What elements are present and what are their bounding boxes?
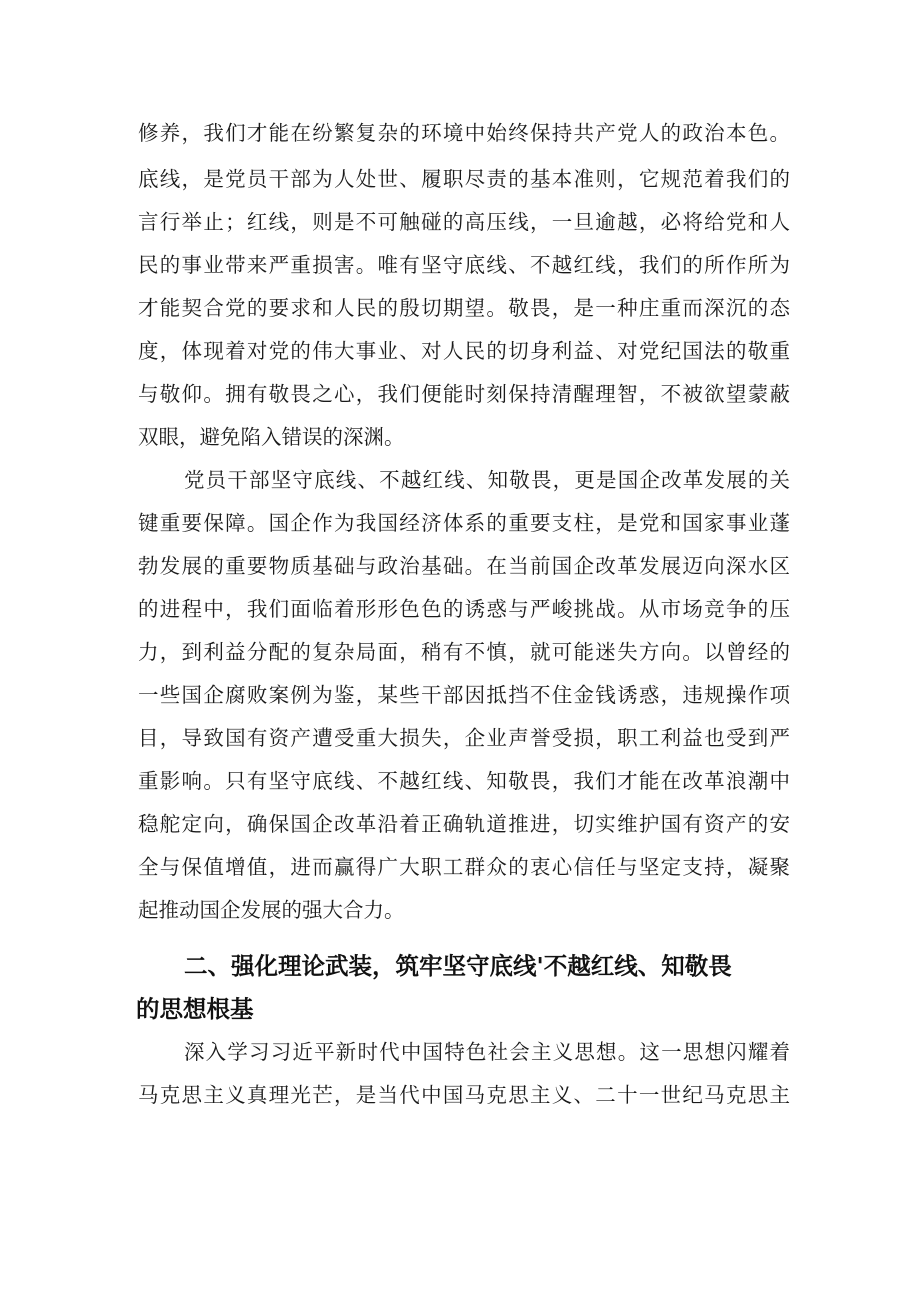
body-text-line: 重影响。只有坚守底线、不越红线、知敬畏，我们才能在改革浪潮中 <box>138 769 790 793</box>
body-text-line: 一些国企腐败案例为鉴，某些干部因抵挡不住金钱诱惑，违规操作项 <box>138 683 790 707</box>
body-text-line: 全与保值增值，进而赢得广大职工群众的衷心信任与坚定支持，凝聚 <box>138 855 790 879</box>
body-text-line: 力，到利益分配的复杂局面，稍有不慎，就可能迷失方向。以曾经的 <box>138 640 790 664</box>
body-text-line: 目，导致国有资产遭受重大损失，企业声誉受损，职工利益也受到严 <box>138 726 790 750</box>
body-text-line: 马克思主义真理光芒，是当代中国马克思主义、二十一世纪马克思主 <box>138 1083 790 1107</box>
body-text-line: 修养，我们才能在纷繁复杂的环境中始终保持共产党人的政治本色。 <box>138 121 790 145</box>
body-text-line: 键重要保障。国企作为我国经济体系的重要支柱，是党和国家事业蓬 <box>138 511 790 535</box>
body-text-line: 言行举止；红线，则是不可触碰的高压线，一旦逾越，必将给党和人 <box>138 210 790 234</box>
body-text-line: 的进程中，我们面临着形形色色的诱惑与严峻挑战。从市场竞争的压 <box>138 597 790 621</box>
body-text-line: 党员干部坚守底线、不越红线、知敬畏，更是国企改革发展的关 <box>184 468 790 492</box>
body-text-line: 稳舵定向，确保国企改革沿着正确轨道推进，切实维护国有资产的安 <box>138 812 790 836</box>
body-text-line: 与敬仰。拥有敬畏之心，我们便能时刻保持清醒理智，不被欲望蒙蔽 <box>138 382 790 406</box>
body-text-line: 民的事业带来严重损害。唯有坚守底线、不越红线，我们的所作所为 <box>138 253 790 277</box>
section-heading: 二、强化理论武装，筑牢坚守底线'不越红线、知敬畏 <box>184 952 732 980</box>
body-text-line: 起推动国企发展的强大合力。 <box>138 898 405 922</box>
body-text-line: 度，体现着对党的伟大事业、对人民的切身利益、对党纪国法的敬重 <box>138 339 790 363</box>
section-heading-continued: 的思想根基 <box>136 995 254 1023</box>
body-text-line: 才能契合党的要求和人民的殷切期望。敬畏，是一种庄重而深沉的态 <box>138 296 790 320</box>
body-text-line: 底线，是党员干部为人处世、履职尽责的基本准则，它规范着我们的 <box>138 167 790 191</box>
body-text-line: 勃发展的重要物质基础与政治基础。在当前国企改革发展迈向深水区 <box>138 554 790 578</box>
body-text-line: 深入学习习近平新时代中国特色社会主义思想。这一思想闪耀着 <box>184 1040 790 1064</box>
body-text-line: 双眼，避免陷入错误的深渊。 <box>138 425 405 449</box>
